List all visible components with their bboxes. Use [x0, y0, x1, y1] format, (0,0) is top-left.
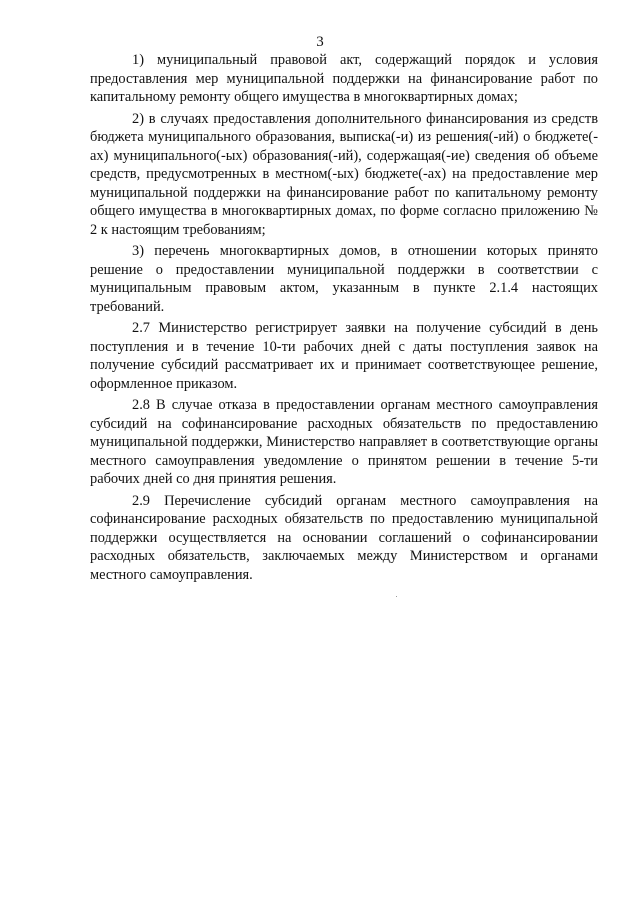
scan-speck [396, 596, 397, 597]
paragraph-item-1: 1) муниципальный правовой акт, содержащий порядок и условия предоставления мер муниципальной поддержки на финансирование работ по капитальному ремонту общего имущества в многоквартирных домах; [90, 52, 598, 105]
paragraph-2-9: 2.9 Перечисление субсидий органам местного самоуправления на софинансирование расходных обязательств по предоставлению муниципальной поддержки осуществляется на основании соглашений о софинансировании расходных обязательств, заключаемых между Министерством и органами местного самоуправления. [90, 492, 598, 583]
document-body [90, 51, 598, 584]
paragraph-item-2: 2) в случаях предоставления дополнительного финансирования из средств бюджета муниципального образования, выписка(-и) из решения(-ий) о бюджете(-ах) муниципального(-ых) образования(-ий), содержащая(-ие) сведения об объеме средств, предусмотренных в местном(-ых) бюджете(-ах) на предоставление мер муниципальной поддержки на финансирование работ по капитальному ремонту общего имущества в многоквартирных домах, по форме согласно приложению № 2 к настоящим требованиям; [90, 110, 598, 238]
paragraph-2-8: 2.8 В случае отказа в предоставлении органам местного самоуправления субсидий на софинансирование расходных обязательств по предоставлению муниципальной поддержки, Министерство направляет в соответствующие органы местного самоуправления уведомление о принятом решении в течение 5-ти рабочих дней со дня принятия решения. [90, 397, 598, 487]
paragraph-item-3: 3) перечень многоквартирных домов, в отношении которых принято решение о предоставлении муниципальной поддержки в соответствии с муниципальным правовым актом, указанным в пункте 2.1.4 настоящих требований. [90, 243, 598, 315]
page-number: 3 [316, 34, 324, 50]
paragraph-2-7: 2.7 Министерство регистрирует заявки на получение субсидий в день поступления и в течение 10-ти рабочих дней с даты поступления заявок на получение субсидий рассматривает их и принимает соответствующее решение, оформленное приказом. [90, 320, 598, 392]
